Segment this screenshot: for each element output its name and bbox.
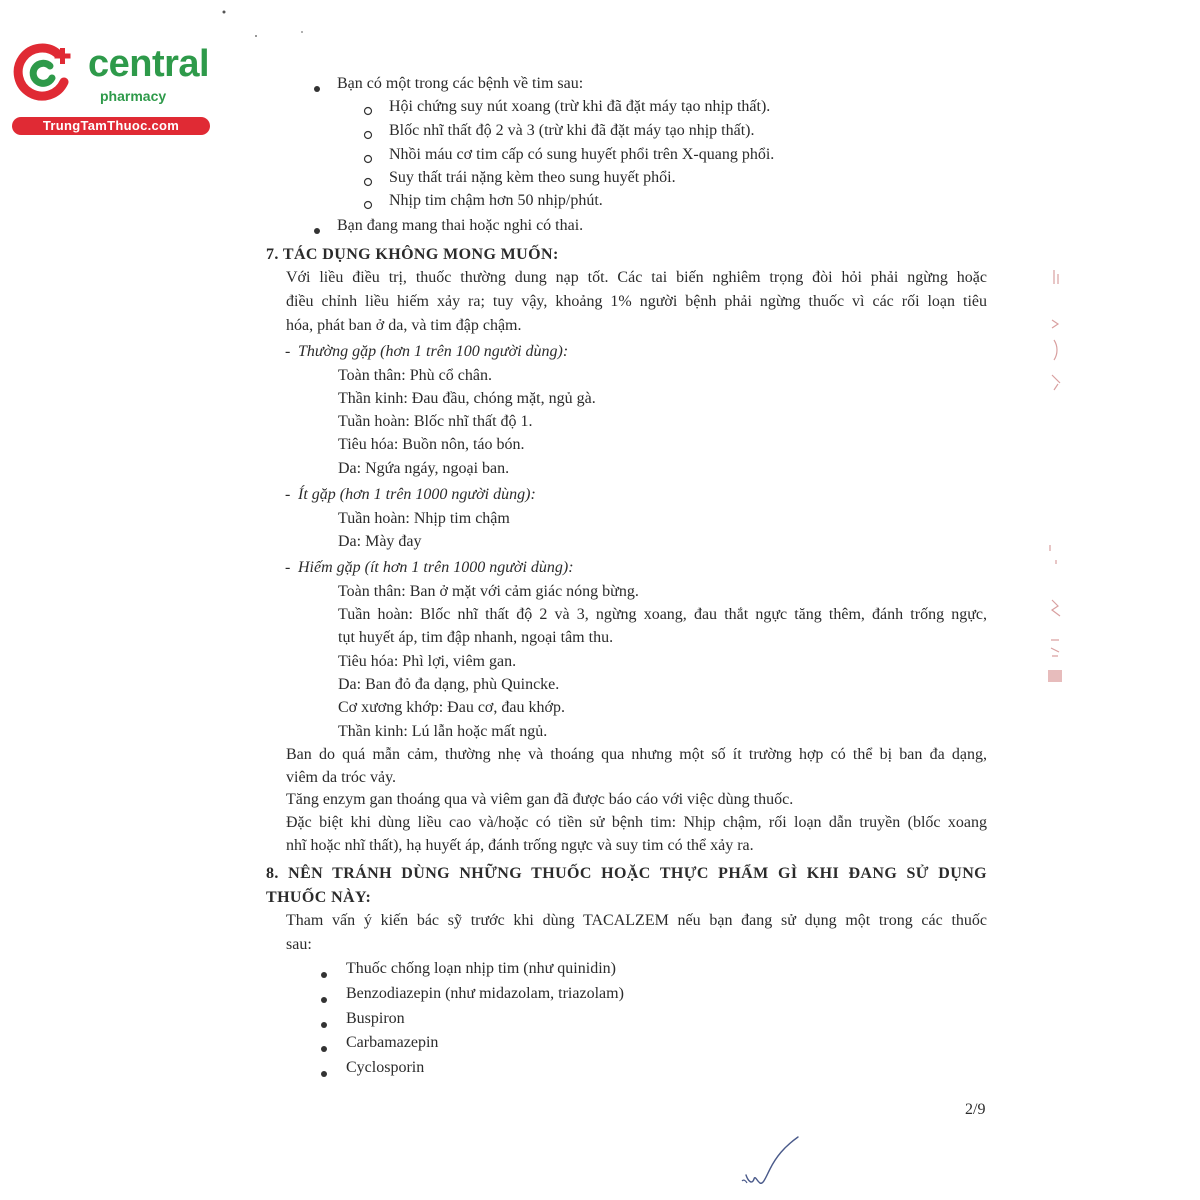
heart-condition-item: Hội chứng suy nút xoang (trừ khi đã đặt máy tạo nhịp thất).	[389, 98, 771, 115]
section-7-intro-line: Với liều điều trị, thuốc thường dung nạp tốt. Các tai biến nghiêm trọng đòi hỏi phải ngừng hoặc	[286, 269, 987, 286]
bullet-dot-icon	[320, 1016, 328, 1034]
interacting-drug-item: Thuốc chống loạn nhịp tim (như quinidin)	[346, 960, 616, 977]
section-7-note: viêm da tróc vảy.	[286, 769, 397, 786]
bullet-dot-icon	[320, 991, 328, 1009]
section-7-note: Ban do quá mẫn cảm, thường nhẹ và thoáng qua nhưng một số ít trường hợp có thể bị ban đa dạng,	[286, 746, 987, 763]
rare-frequency-label: Hiếm gặp (ít hơn 1 trên 1000 người dùng):	[298, 559, 574, 576]
logo-brand-text: central	[88, 43, 210, 85]
interacting-drug-item: Benzodiazepin (như midazolam, triazolam)	[346, 985, 624, 1002]
bullet-dot-icon	[313, 222, 321, 240]
heart-condition-item: Nhồi máu cơ tim cấp có sung huyết phổi trên X-quang phổi.	[389, 146, 775, 163]
section-7-intro-line: hóa, phát ban ở da, và tim đập chậm.	[286, 317, 522, 334]
circle-bullet-icon	[363, 103, 373, 121]
uncommon-frequency-label: Ít gặp (hơn 1 trên 1000 người dùng):	[298, 486, 536, 503]
dash-marker: -	[285, 559, 291, 576]
bullet-dot-icon	[320, 966, 328, 984]
faded-stamp-mark	[1040, 260, 1070, 705]
common-frequency-label: Thường gặp (hơn 1 trên 100 người dùng):	[298, 343, 569, 360]
heart-condition-item: Nhịp tim chậm hơn 50 nhịp/phút.	[389, 192, 603, 209]
common-effect-item: Tiêu hóa: Buồn nôn, táo bón.	[338, 436, 525, 453]
rare-effect-item: tụt huyết áp, tim đập nhanh, ngoại tâm thu.	[338, 629, 614, 646]
section-8-heading: 8. NÊN TRÁNH DÙNG NHỮNG THUỐC HOẶC THỰC PHẨM GÌ KHI ĐANG SỬ DỤNG	[266, 865, 987, 882]
dash-marker: -	[285, 486, 291, 503]
rare-effect-item: Cơ xương khớp: Đau cơ, đau khớp.	[338, 699, 565, 716]
common-effect-item: Thần kinh: Đau đầu, chóng mặt, ngủ gà.	[338, 390, 596, 407]
rare-effect-item: Tuần hoàn: Blốc nhĩ thất độ 2 và 3, ngừng xoang, đau thắt ngực tăng thêm, đánh trống ngực,	[338, 606, 987, 623]
page-number: 2/9	[965, 1101, 986, 1118]
interacting-drug-item: Carbamazepin	[346, 1034, 439, 1051]
heart-conditions-intro: Bạn có một trong các bệnh về tim sau:	[337, 75, 584, 92]
heart-condition-item: Suy thất trái nặng kèm theo sung huyết phổi.	[389, 169, 676, 186]
section-8-intro: Tham vấn ý kiến bác sỹ trước khi dùng TACALZEM nếu bạn đang sử dụng một trong các thuốc	[286, 912, 987, 929]
pregnancy-contraindication: Bạn đang mang thai hoặc nghi có thai.	[337, 217, 584, 234]
section-8-intro-cont: sau:	[286, 936, 312, 953]
common-effect-item: Tuần hoàn: Blốc nhĩ thất độ 1.	[338, 413, 533, 430]
rare-effect-item: Da: Ban đỏ đa dạng, phù Quincke.	[338, 676, 560, 693]
section-7-note: Tăng enzym gan thoáng qua và viêm gan đã được báo cáo với việc dùng thuốc.	[286, 791, 794, 808]
heart-condition-item: Blốc nhĩ thất độ 2 và 3 (trừ khi đã đặt máy tạo nhịp thất).	[389, 122, 755, 139]
rare-effect-item: Tiêu hóa: Phì lợi, viêm gan.	[338, 653, 517, 670]
bullet-dot-icon	[320, 1040, 328, 1058]
circle-bullet-icon	[363, 174, 373, 192]
dash-marker: -	[285, 343, 291, 360]
circle-bullet-icon	[363, 127, 373, 145]
rare-effect-item: Toàn thân: Ban ở mặt với cảm giác nóng bừng.	[338, 583, 639, 600]
circle-bullet-icon	[363, 151, 373, 169]
logo-site-url: TrungTamThuoc.com	[12, 117, 210, 135]
circle-bullet-icon	[363, 197, 373, 215]
rare-effect-item: Thần kinh: Lú lẫn hoặc mất ngủ.	[338, 723, 548, 740]
uncommon-effect-item: Da: Mày đay	[338, 533, 422, 550]
uncommon-effect-item: Tuần hoàn: Nhịp tim chậm	[338, 510, 510, 527]
section-7-intro-line: điều chỉnh liều hiếm xảy ra; tuy vậy, khoảng 1% người bệnh phải ngừng thuốc vì các rối loạn tiêu	[286, 293, 987, 310]
handwritten-initial-signature	[738, 1135, 802, 1196]
bullet-dot-icon	[320, 1065, 328, 1083]
common-effect-item: Toàn thân: Phù cổ chân.	[338, 367, 492, 384]
interacting-drug-item: Cyclosporin	[346, 1059, 425, 1076]
section-7-note: nhĩ hoặc nhĩ thất), hạ huyết áp, đánh trống ngực và suy tim có thể xảy ra.	[286, 837, 754, 854]
section-8-heading-cont: THUỐC NÀY:	[266, 889, 372, 906]
section-7-heading: 7. TÁC DỤNG KHÔNG MONG MUỐN:	[266, 246, 559, 263]
logo-sub-text: pharmacy	[100, 88, 167, 104]
section-7-note: Đặc biệt khi dùng liều cao và/hoặc có tiền sử bệnh tim: Nhịp chậm, rối loạn dẫn truyền (blốc xoang	[286, 814, 987, 831]
common-effect-item: Da: Ngứa ngáy, ngoại ban.	[338, 460, 510, 477]
bullet-dot-icon	[313, 80, 321, 98]
interacting-drug-item: Buspiron	[346, 1010, 405, 1027]
